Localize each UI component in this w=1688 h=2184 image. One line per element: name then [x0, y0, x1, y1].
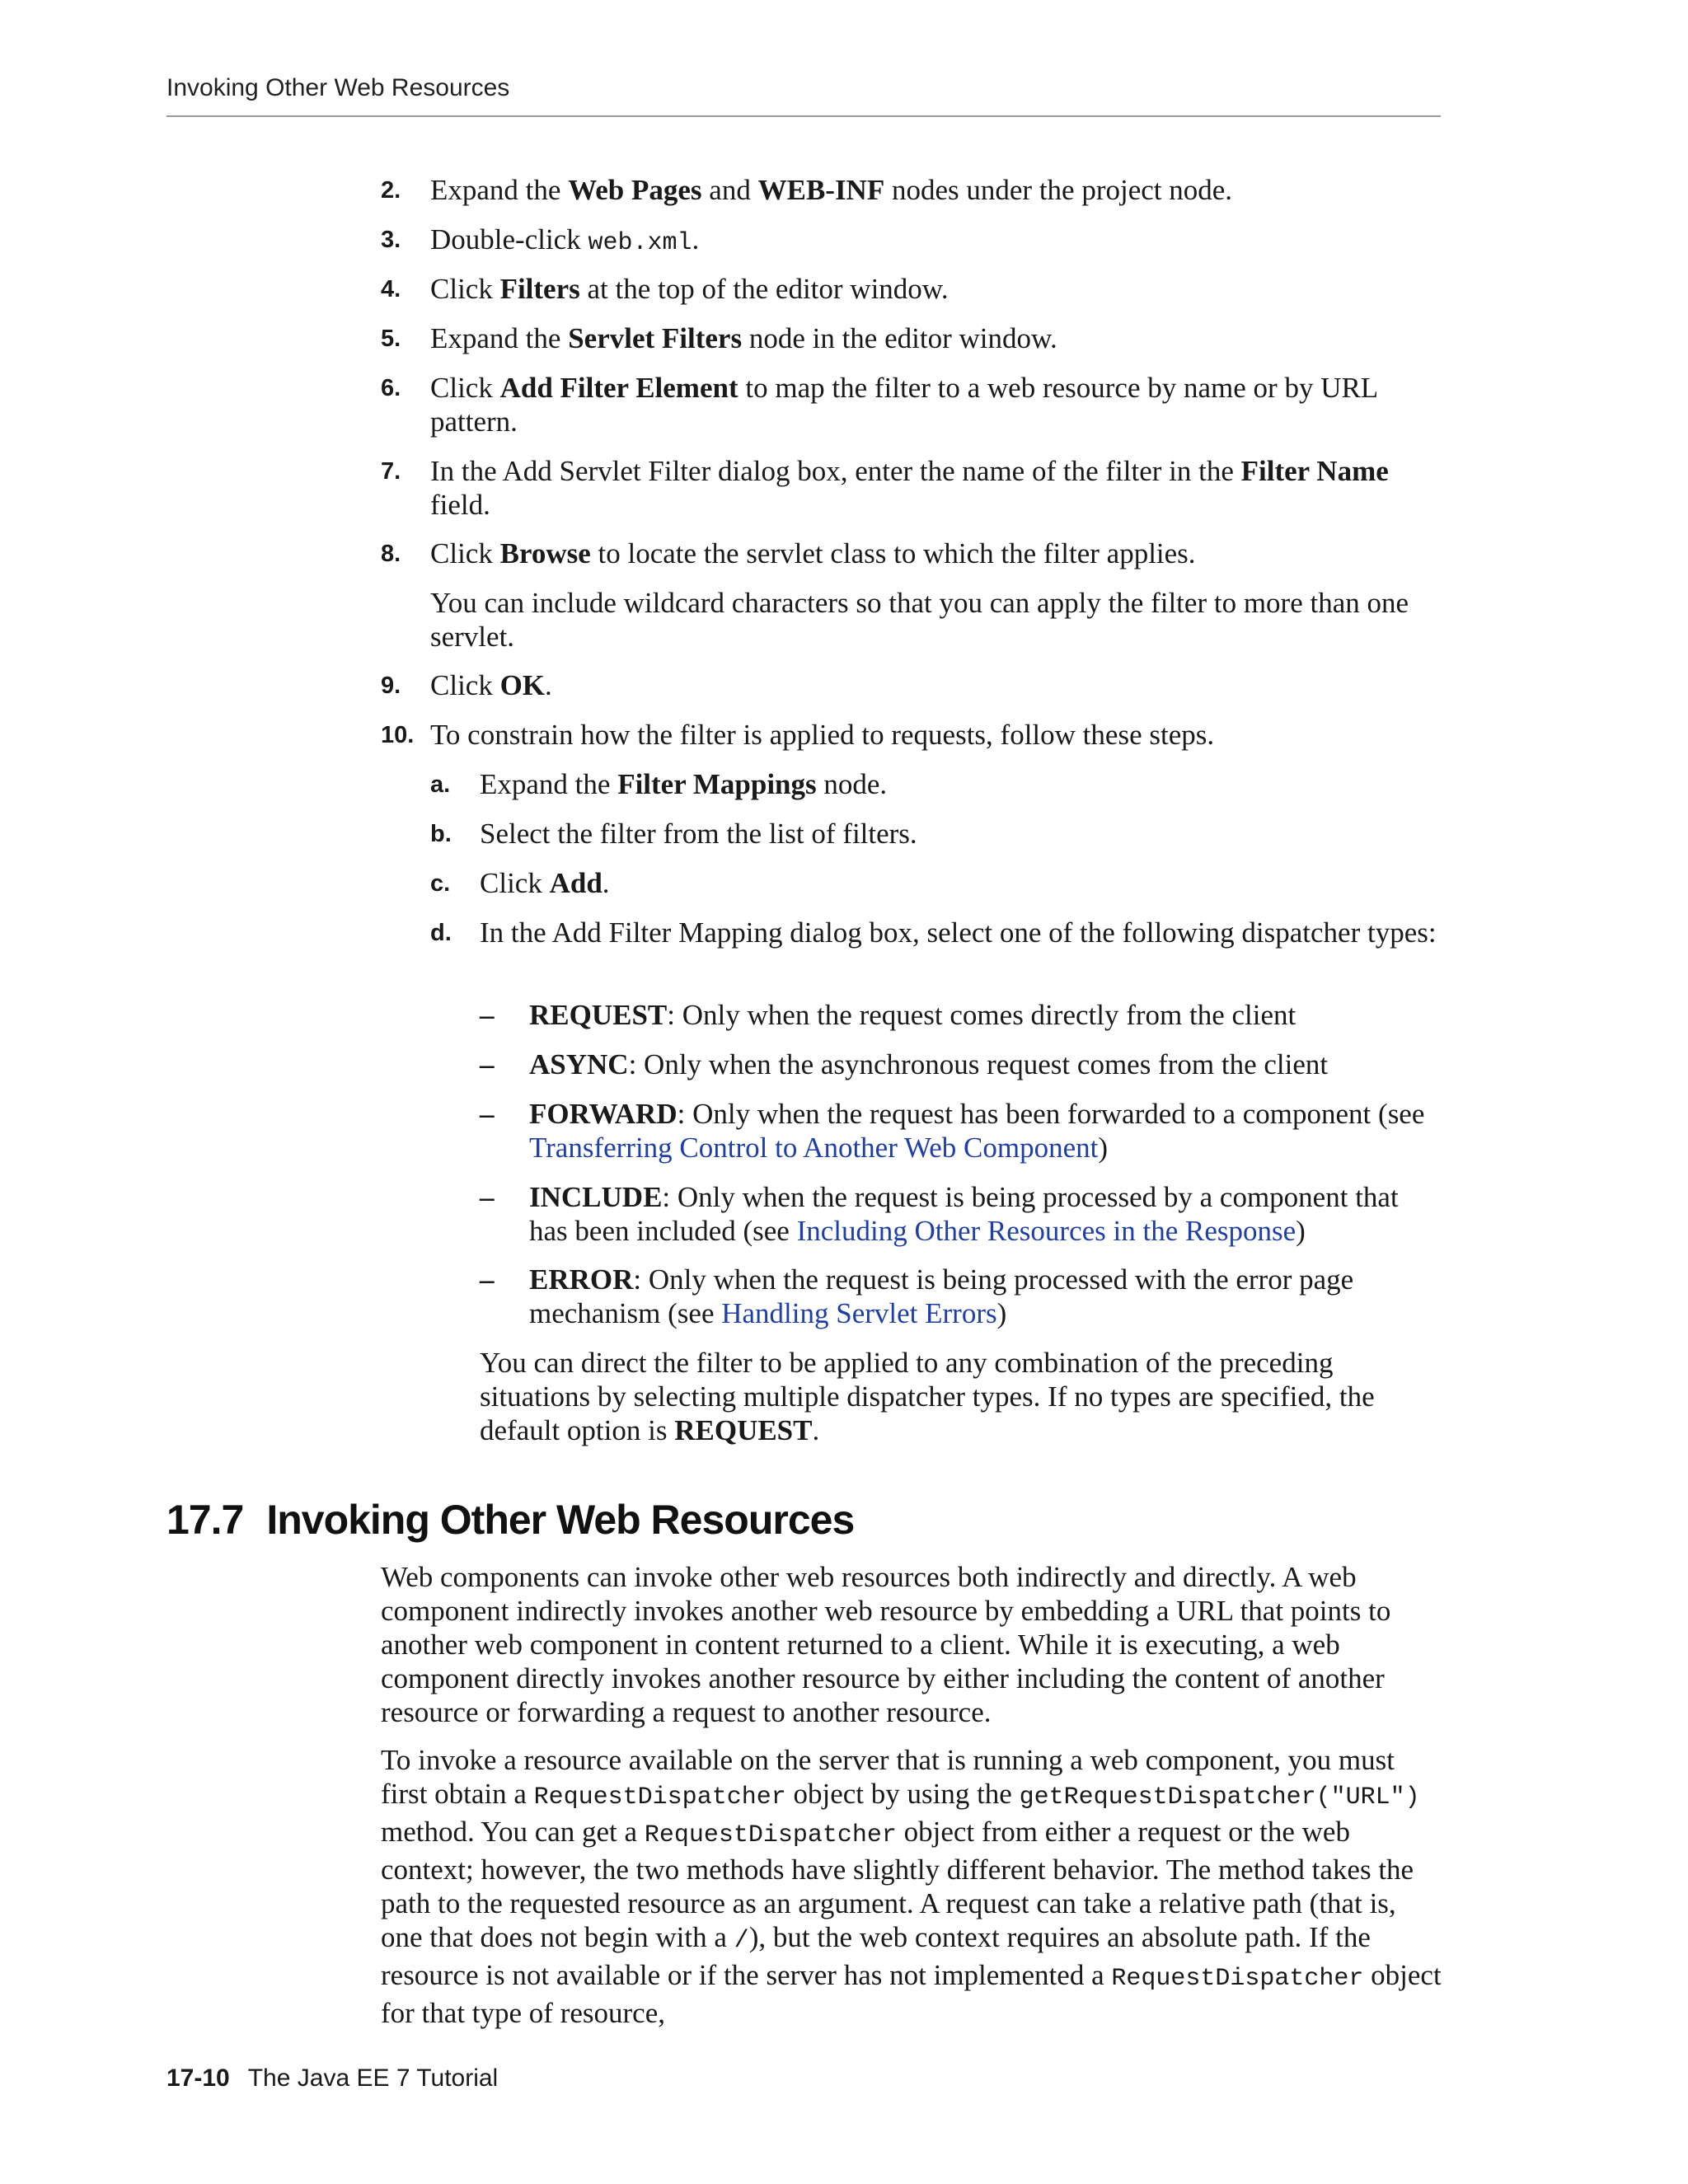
dispatcher-text: REQUEST: Only when the request comes directly from the client [529, 999, 1296, 1031]
substep-text: In the Add Filter Mapping dialog box, select one of the following dispatcher types: [480, 916, 1437, 949]
code-getrequestdispatcher: getRequestDispatcher("URL") [1019, 1783, 1420, 1811]
substep-text: Select the filter from the list of filters. [480, 818, 917, 850]
dispatcher-text: ASYNC: Only when the asynchronous request comes from the client [529, 1048, 1329, 1080]
code-filename: web.xml [588, 229, 692, 257]
step-number: 6. [381, 375, 401, 401]
dispatcher-forward [480, 1097, 1444, 1165]
step-number: 5. [381, 326, 401, 352]
substep-text: Click Add. [480, 867, 610, 899]
page-number: 17-10 [166, 2064, 230, 2092]
step-2 [381, 173, 1444, 207]
substep-d [430, 916, 1444, 949]
step-3 [381, 223, 1444, 260]
dash-bullet: – [480, 1181, 495, 1213]
step-7 [381, 454, 1444, 522]
section-heading [166, 1496, 854, 1544]
step-9 [381, 668, 1444, 702]
section-title: Invoking Other Web Resources [266, 1497, 855, 1543]
dash-bullet: – [480, 999, 495, 1031]
dispatcher-text: INCLUDE: Only when the request is being processed by a component that has been included (see Including Other Resources in the Response) [529, 1181, 1399, 1247]
section-number: 17.7 [166, 1497, 244, 1543]
link-including-resources[interactable]: Including Other Resources in the Response [796, 1215, 1296, 1247]
code-requestdispatcher: RequestDispatcher [533, 1783, 786, 1811]
step-text: Expand the Servlet Filters node in the editor window. [430, 322, 1057, 354]
step-text: Click Filters at the top of the editor window. [430, 273, 949, 305]
dispatcher-error [480, 1263, 1444, 1330]
code-requestdispatcher: RequestDispatcher [1111, 1965, 1364, 1993]
substep-letter: b. [430, 821, 452, 847]
dash-bullet: – [480, 1263, 495, 1296]
step-number: 10. [381, 722, 415, 748]
step-text: Click OK. [430, 669, 552, 701]
dispatcher-note: You can direct the filter to be applied to any combination of the preceding situations by selecting multiple dispatcher types. If no types are specified, the default option is REQUEST. [480, 1347, 1375, 1446]
link-handling-errors[interactable]: Handling Servlet Errors [721, 1297, 997, 1329]
substep-letter: c. [430, 870, 451, 897]
step-number: 4. [381, 276, 401, 302]
substep-letter: d. [430, 920, 452, 946]
step-number: 2. [381, 177, 401, 204]
step-8 [381, 537, 1444, 570]
step-text: In the Add Servlet Filter dialog box, enter the name of the filter in the Filter Name field. [430, 455, 1389, 521]
link-transferring-control[interactable]: Transferring Control to Another Web Component [529, 1132, 1099, 1164]
substep-letter: a. [430, 771, 451, 798]
step-text: Click Add Filter Element to map the filter to a web resource by name or by URL pattern. [430, 372, 1377, 438]
step-6 [381, 371, 1444, 438]
code-requestdispatcher: RequestDispatcher [644, 1821, 897, 1849]
book-title: The Java EE 7 Tutorial [247, 2064, 499, 2092]
dash-bullet: – [480, 1048, 495, 1080]
step-text: Click Browse to locate the servlet class to which the filter applies. [430, 537, 1196, 569]
step-number: 7. [381, 458, 401, 485]
dispatcher-include [480, 1180, 1444, 1248]
code-slash: / [734, 1927, 749, 1955]
step-10 [381, 718, 1444, 752]
running-header: Invoking Other Web Resources [166, 74, 510, 101]
step-8-note: You can include wildcard characters so that you can apply the filter to more than one servlet. [430, 587, 1409, 653]
section-paragraph-1: Web components can invoke other web resources both indirectly and directly. A web component indirectly invokes another web resource by embedding a URL that points to another web component in content returned to a client. While it is executing, a web component directly invokes another resource by either including the content of another resource or forwarding a request to another resource. [381, 1561, 1391, 1728]
dispatcher-async [480, 1047, 1444, 1081]
dispatcher-text: ERROR: Only when the request is being processed with the error page mechanism (see Handling Servlet Errors) [529, 1263, 1354, 1329]
substep-a [430, 767, 1444, 801]
dispatcher-text: FORWARD: Only when the request has been forwarded to a component (see Transferring Control to Another Web Component) [529, 1098, 1425, 1164]
step-number: 3. [381, 227, 401, 253]
step-text: Double-click web.xml. [430, 223, 700, 257]
step-4 [381, 272, 1444, 306]
dash-bullet: – [480, 1098, 495, 1130]
step-text: Expand the Web Pages and WEB-INF nodes under the project node. [430, 174, 1233, 206]
section-paragraph-2: To invoke a resource available on the server that is running a web component, you must first obtain a RequestDispatcher object by using the getRequestDispatcher("URL") method. You can get a RequestDispatcher object from either a request or the web context; however, the two methods have slightly different behavior. The method takes the path to the requested resource as an argument. A request can take a relative path (that is, one that does not begin with a /), but the web context requires an absolute path. If the resource is not available or if the server has not implemented a RequestDispatcher object for that type of resource, [381, 1744, 1442, 2029]
substep-text: Expand the Filter Mappings node. [480, 768, 888, 800]
header-divider [166, 115, 1441, 117]
step-5 [381, 321, 1444, 355]
substep-b [430, 817, 1444, 851]
step-text: To constrain how the filter is applied to requests, follow these steps. [430, 719, 1215, 751]
step-number: 8. [381, 541, 401, 567]
dispatcher-request [480, 998, 1444, 1032]
substep-c [430, 866, 1444, 900]
step-number: 9. [381, 673, 401, 699]
page-footer [166, 2064, 498, 2093]
